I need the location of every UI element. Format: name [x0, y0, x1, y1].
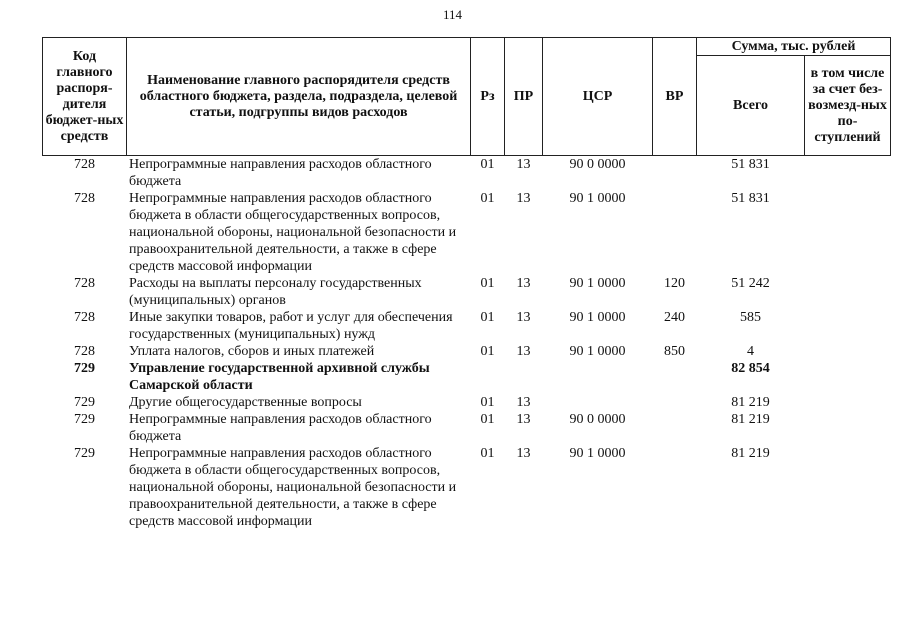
cell-rz: 01	[480, 310, 495, 325]
cell-total: 81 219	[731, 446, 770, 461]
cell-total: 82 854	[731, 361, 770, 376]
cell-grants	[805, 394, 891, 411]
cell-total: 81 219	[731, 412, 770, 427]
cell-vr: 240	[664, 310, 685, 325]
cell-rz: 01	[480, 412, 495, 427]
cell-total: 51 831	[731, 191, 770, 206]
cell-name: Непрограммные направления расходов областного бюджета	[129, 157, 432, 189]
cell-grants	[805, 190, 891, 275]
cell-vr	[653, 411, 697, 445]
cell-code: 728	[74, 344, 95, 359]
cell-grants	[805, 411, 891, 445]
cell-pr: 13	[516, 395, 531, 410]
cell-grants	[805, 275, 891, 309]
cell-code: 728	[74, 310, 95, 325]
cell-pr	[505, 360, 543, 394]
cell-csr: 90 1 0000	[569, 310, 626, 325]
cell-csr: 90 1 0000	[569, 446, 626, 461]
cell-name: Управление государственной архивной службы Самарской области	[129, 361, 430, 393]
cell-csr: 90 0 0000	[569, 157, 626, 172]
cell-name: Непрограммные направления расходов областного бюджета в области общегосударственных вопросов, национальной обороны, национальной безопасности и правоохранительной деятельности, а также в сфере средств массовой информации	[129, 191, 457, 274]
cell-rz: 01	[480, 157, 495, 172]
cell-code: 729	[74, 395, 95, 410]
cell-total: 4	[747, 344, 754, 359]
cell-name: Расходы на выплаты персоналу государственных (муниципальных) органов	[129, 276, 422, 308]
cell-name: Иные закупки товаров, работ и услуг для обеспечения государственных (муниципальных) нужд	[129, 310, 453, 342]
cell-rz: 01	[480, 191, 495, 206]
table-row	[43, 343, 891, 360]
cell-code: 728	[74, 191, 95, 206]
table-row	[43, 190, 891, 275]
cell-name: Непрограммные направления расходов областного бюджета	[129, 412, 432, 444]
cell-rz: 01	[480, 276, 495, 291]
cell-code: 729	[74, 412, 95, 427]
cell-rz: 01	[480, 395, 495, 410]
table-row	[43, 394, 891, 411]
cell-code: 728	[74, 276, 95, 291]
cell-rz: 01	[480, 344, 495, 359]
cell-pr: 13	[516, 310, 531, 325]
cell-total: 51 831	[731, 157, 770, 172]
cell-csr: 90 1 0000	[569, 276, 626, 291]
cell-pr: 13	[516, 446, 531, 461]
cell-csr: 90 0 0000	[569, 412, 626, 427]
table-row	[43, 156, 891, 191]
cell-name: Непрограммные направления расходов областного бюджета в области общегосударственных вопросов, национальной обороны, национальной безопасности и правоохранительной деятельности, а также в сфере средств массовой информации	[129, 446, 457, 529]
cell-rz	[471, 360, 505, 394]
header-name: Наименование главного распорядителя средств областного бюджета, раздела, подраздела, целевой статьи, подгруппы видов расходов	[127, 38, 471, 156]
header-rz: Рз	[471, 38, 505, 156]
cell-code: 728	[74, 157, 95, 172]
table-header	[43, 38, 891, 156]
cell-pr: 13	[516, 191, 531, 206]
cell-grants	[805, 445, 891, 530]
cell-total: 81 219	[731, 395, 770, 410]
cell-total: 585	[740, 310, 761, 325]
cell-csr	[543, 394, 653, 411]
cell-code: 729	[74, 446, 95, 461]
cell-grants	[805, 156, 891, 191]
cell-vr	[653, 156, 697, 191]
cell-grants	[805, 343, 891, 360]
header-vr: ВР	[653, 38, 697, 156]
cell-pr: 13	[516, 412, 531, 427]
header-grants: в том числе за счет без-возмезд-ных по-ступлений	[805, 56, 891, 156]
page-number: 114	[442, 7, 463, 22]
header-code: Код главного распоря-дителя бюджет-ных средств	[43, 38, 127, 156]
cell-rz: 01	[480, 446, 495, 461]
cell-vr	[653, 445, 697, 530]
cell-vr	[653, 360, 697, 394]
header-total: Всего	[697, 56, 805, 156]
table-row	[43, 445, 891, 530]
cell-total: 51 242	[731, 276, 770, 291]
cell-pr: 13	[516, 276, 531, 291]
table-row	[43, 309, 891, 343]
cell-csr	[543, 360, 653, 394]
table-row	[43, 275, 891, 309]
table-body	[43, 156, 891, 531]
header-pr: ПР	[505, 38, 543, 156]
table-row	[43, 411, 891, 445]
budget-table	[42, 37, 891, 530]
cell-pr: 13	[516, 344, 531, 359]
header-csr: ЦСР	[543, 38, 653, 156]
cell-csr: 90 1 0000	[569, 191, 626, 206]
cell-name: Уплата налогов, сборов и иных платежей	[129, 344, 375, 359]
cell-csr: 90 1 0000	[569, 344, 626, 359]
cell-name: Другие общегосударственные вопросы	[129, 395, 362, 410]
cell-vr	[653, 190, 697, 275]
cell-vr	[653, 394, 697, 411]
table-row	[43, 360, 891, 394]
cell-vr: 850	[664, 344, 685, 359]
cell-grants	[805, 309, 891, 343]
cell-pr: 13	[516, 157, 531, 172]
cell-code: 729	[74, 361, 95, 376]
cell-grants	[805, 360, 891, 394]
header-sum: Сумма, тыс. рублей	[697, 38, 891, 56]
cell-vr: 120	[664, 276, 685, 291]
